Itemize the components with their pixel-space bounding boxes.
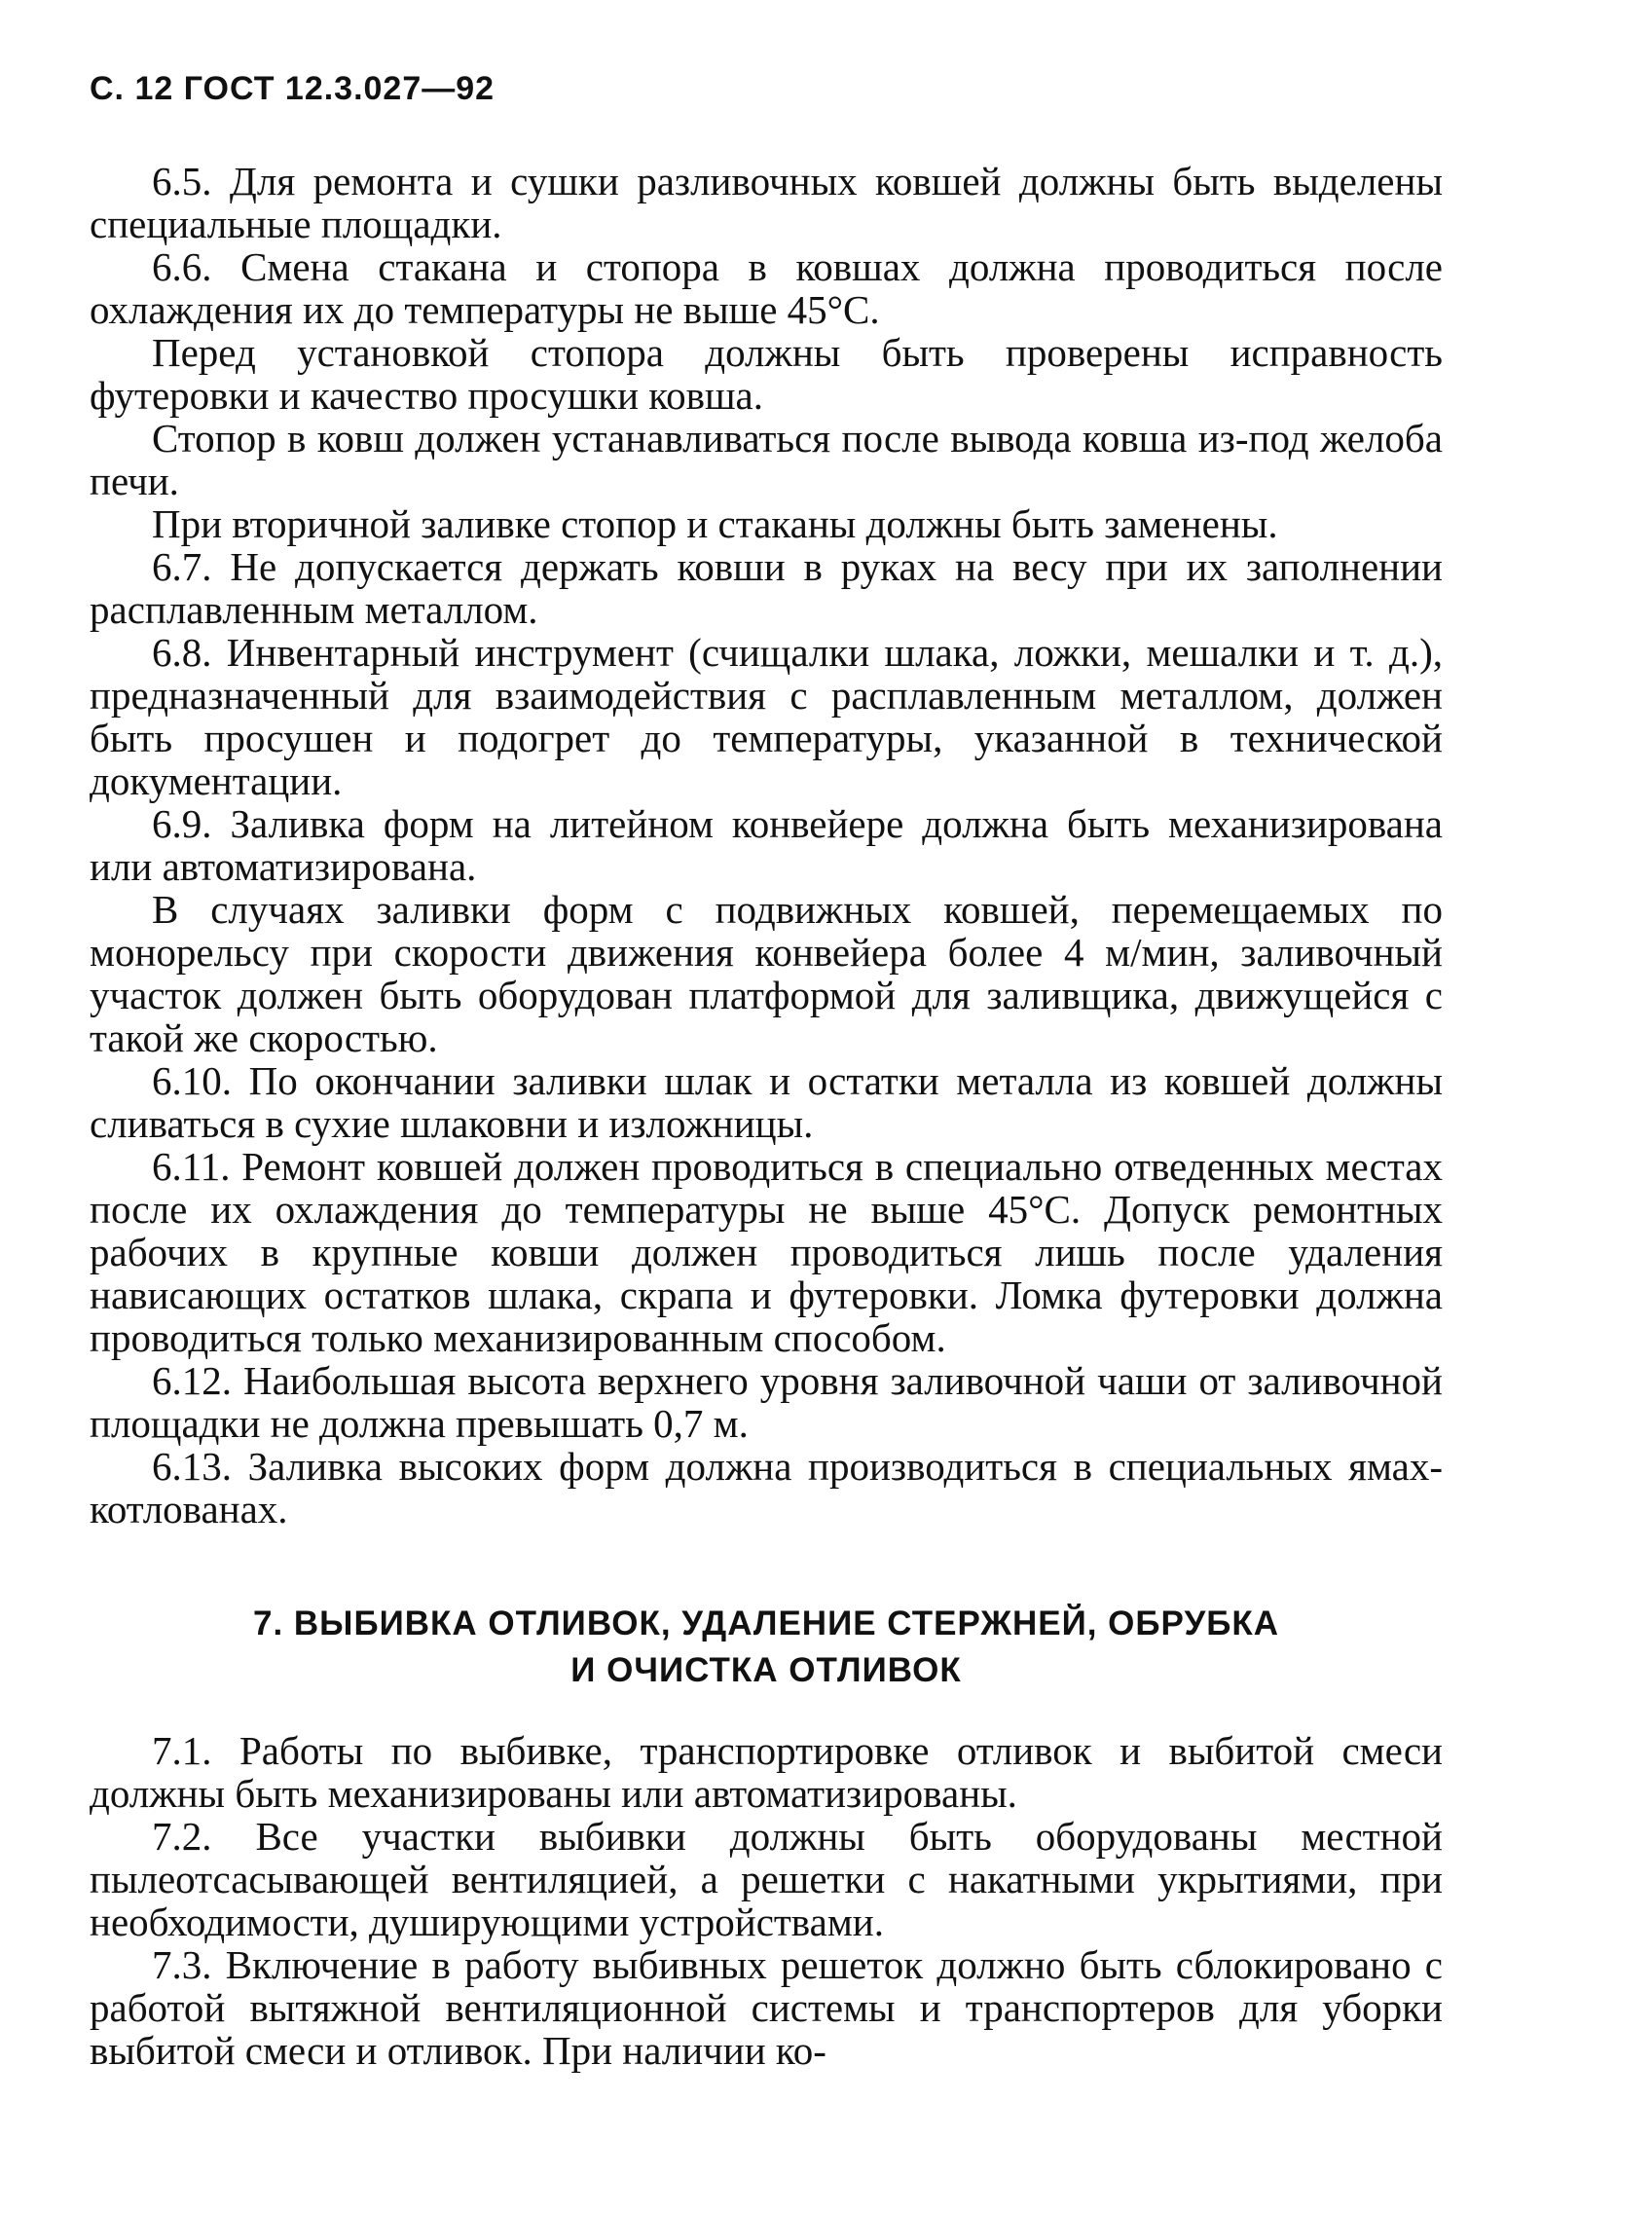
paragraph-6-6-stopper-check: Перед установкой стопора должны быть проверены исправность футеровки и качество просушки ковша. <box>90 330 1443 418</box>
paragraph-6-11: 6.11. Ремонт ковшей должен проводиться в специально отведенных местах после их охлаждения до температуры не выше 45°С. Допуск ремонтных рабочих в крупные ковши должен проводиться лишь после удаления нависающих остатков шлака, скрапа и футеровки. Ломка футеровки должна проводиться только механизированным способом. <box>90 1144 1443 1360</box>
section-7-heading-line-1: 7. ВЫБИВКА ОТЛИВОК, УДАЛЕНИЕ СТЕРЖНЕЙ, ОБРУБКА <box>252 1604 1280 1642</box>
paragraph-6-12: 6.12. Наибольшая высота верхнего уровня заливочной чаши от заливочной площадки не должна превышать 0,7 м. <box>90 1358 1443 1446</box>
paragraph-6-6-secondary-pour: При вторичной заливке стопор и стаканы должны быть заменены. <box>152 501 1278 546</box>
paragraph-6-5: 6.5. Для ремонта и сушки разливочных ковшей должны быть выделены специальные площадки. <box>90 159 1443 246</box>
paragraph-6-7: 6.7. Не допускается держать ковши в руках на весу при их заполнении расплавленным металлом. <box>90 544 1443 632</box>
paragraph-6-8: 6.8. Инвентарный инструмент (счищалки шлака, ложки, мешалки и т. д.), предназначенный для взаимодействия с расплавленным металлом, должен быть просушен и подогрет до температуры, указанной в технической документации. <box>90 630 1443 803</box>
paragraph-7-1: 7.1. Работы по выбивке, транспортировке отливок и выбитой смеси должны быть механизированы или автоматизированы. <box>90 1728 1443 1816</box>
paragraph-6-13: 6.13. Заливка высоких форм должна производиться в специальных ямах-котлованах. <box>90 1444 1443 1531</box>
paragraph-7-2: 7.2. Все участки выбивки должны быть оборудованы местной пылеотсасывающей вентиляцией, а решетки с накатными укрытиями, при необходимости, душирующими устройствами. <box>90 1814 1443 1944</box>
paragraph-6-6-stopper-install: Стопор в ковш должен устанавливаться после вывода ковша из-под желоба печи. <box>90 416 1443 503</box>
paragraph-6-9: 6.9. Заливка форм на литейном конвейере должна быть механизирована или автоматизирована. <box>90 801 1443 889</box>
paragraph-6-9-monorail: В случаях заливки форм с подвижных ковшей, перемещаемых по монорельсу при скорости движения конвейера более 4 м/мин, заливочный участок должен быть оборудован платформой для заливщика, движущейся с такой же скоростью. <box>90 887 1443 1060</box>
section-7-heading-line-2: И ОЧИСТКА ОТЛИВОК <box>570 1651 962 1689</box>
paragraph-7-3: 7.3. Включение в работу выбивных решеток должно быть сблокировано с работой вытяжной вентиляционной системы и транспортеров для уборки выбитой смеси и отливок. При наличии ко- <box>90 1942 1443 2073</box>
paragraph-6-6: 6.6. Смена стакана и стопора в ковшах должна проводиться после охлаждения их до температуры не выше 45°С. <box>90 244 1443 332</box>
section-7-heading <box>90 1601 1443 1694</box>
paragraph-6-10: 6.10. По окончании заливки шлак и остатки металла из ковшей должны сливаться в сухие шлаковни и изложницы. <box>90 1058 1443 1146</box>
document-body <box>90 160 1443 2072</box>
running-head: С. 12 ГОСТ 12.3.027—92 <box>90 70 496 107</box>
